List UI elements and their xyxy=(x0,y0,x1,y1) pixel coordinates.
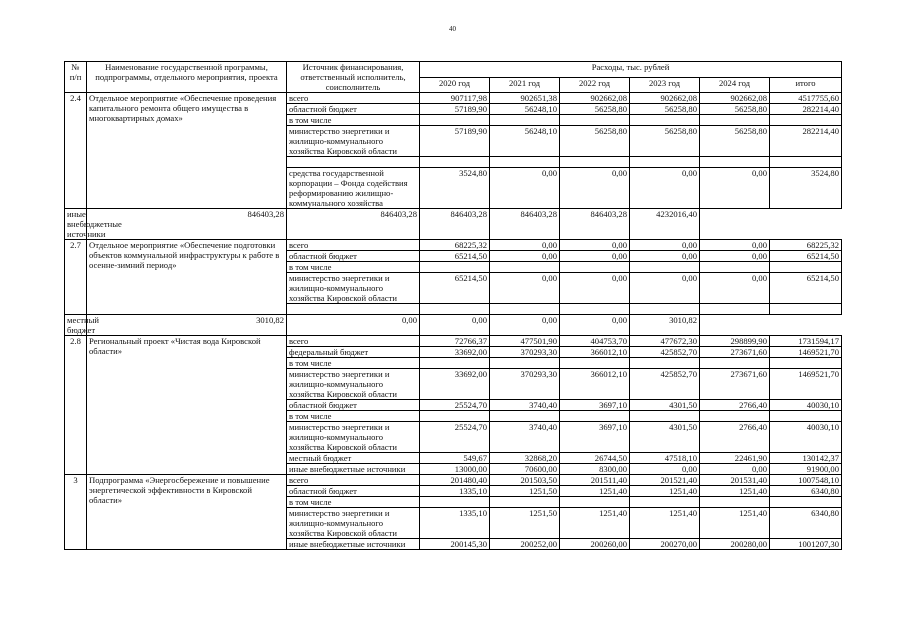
year-value: 200252,00 xyxy=(490,539,560,550)
budget-table xyxy=(64,61,842,550)
year-value: 68225,32 xyxy=(420,240,490,251)
empty-cell xyxy=(420,304,490,315)
year-value: 0,00 xyxy=(490,251,560,262)
year-value: 846403,28 xyxy=(490,209,560,240)
total-value xyxy=(770,411,842,422)
funding-source: всего xyxy=(287,93,420,104)
year-value: 56258,80 xyxy=(700,126,770,157)
total-value: 65214,50 xyxy=(770,273,842,304)
year-value: 65214,50 xyxy=(420,251,490,262)
total-value: 3524,80 xyxy=(770,168,842,209)
year-value: 425852,70 xyxy=(630,347,700,358)
year-value: 200145,30 xyxy=(420,539,490,550)
empty-cell xyxy=(287,304,420,315)
year-value xyxy=(420,358,490,369)
funding-source: в том числе xyxy=(287,411,420,422)
year-value: 902662,08 xyxy=(560,93,630,104)
empty-cell xyxy=(287,157,420,168)
year-value: 3740,40 xyxy=(490,400,560,411)
col-header-year: 2020 год xyxy=(420,77,490,93)
empty-cell xyxy=(560,157,630,168)
year-value xyxy=(630,115,700,126)
year-value: 0,00 xyxy=(490,240,560,251)
year-value: 0,00 xyxy=(630,251,700,262)
year-value: 1251,40 xyxy=(700,508,770,539)
year-value: 201480,40 xyxy=(420,475,490,486)
funding-source: иные внебюджетные источники xyxy=(287,464,420,475)
year-value xyxy=(560,497,630,508)
funding-source: областной бюджет xyxy=(287,104,420,115)
year-value: 846403,28 xyxy=(560,209,630,240)
year-value: 56258,80 xyxy=(630,104,700,115)
year-value: 26744,50 xyxy=(560,453,630,464)
year-value: 56248,10 xyxy=(490,126,560,157)
year-value: 8300,00 xyxy=(560,464,630,475)
year-value: 0,00 xyxy=(490,315,560,336)
funding-source: средства государственной корпорации – Фонда содействия реформированию жилищно-коммунального хозяйства xyxy=(287,168,420,209)
year-value: 200260,00 xyxy=(560,539,630,550)
year-value: 65214,50 xyxy=(420,273,490,304)
year-value: 56258,80 xyxy=(560,104,630,115)
year-value xyxy=(490,115,560,126)
funding-source: областной бюджет xyxy=(287,486,420,497)
funding-source: иные внебюджетные источники xyxy=(287,539,420,550)
total-value: 282214,40 xyxy=(770,104,842,115)
col-header-total: итого xyxy=(770,77,842,93)
year-value: 846403,28 xyxy=(287,209,420,240)
year-value: 200270,00 xyxy=(630,539,700,550)
total-value: 130142,37 xyxy=(770,453,842,464)
year-value: 0,00 xyxy=(700,240,770,251)
funding-source: местный бюджет xyxy=(287,453,420,464)
year-value: 56258,80 xyxy=(700,104,770,115)
total-value xyxy=(770,497,842,508)
year-value: 3697,10 xyxy=(560,400,630,411)
year-value xyxy=(560,262,630,273)
year-value: 0,00 xyxy=(560,240,630,251)
year-value: 0,00 xyxy=(700,168,770,209)
year-value: 846403,28 xyxy=(87,209,287,240)
year-value: 22461,90 xyxy=(700,453,770,464)
year-value: 57189,90 xyxy=(420,104,490,115)
table-row xyxy=(65,209,842,240)
year-value xyxy=(420,411,490,422)
year-value: 370293,30 xyxy=(490,347,560,358)
funding-source: всего xyxy=(287,336,420,347)
year-value: 201503,50 xyxy=(490,475,560,486)
year-value: 477672,30 xyxy=(630,336,700,347)
year-value: 0,00 xyxy=(630,168,700,209)
table-row xyxy=(65,475,842,486)
total-value: 6340,80 xyxy=(770,508,842,539)
year-value: 13000,00 xyxy=(420,464,490,475)
empty-cell xyxy=(700,157,770,168)
year-value: 4301,50 xyxy=(630,422,700,453)
year-value xyxy=(420,115,490,126)
year-value: 72766,37 xyxy=(420,336,490,347)
year-value: 1251,40 xyxy=(560,486,630,497)
year-value: 0,00 xyxy=(630,273,700,304)
year-value: 200280,00 xyxy=(700,539,770,550)
year-value: 1251,40 xyxy=(630,508,700,539)
year-value: 404753,70 xyxy=(560,336,630,347)
year-value xyxy=(560,358,630,369)
total-value: 91900,00 xyxy=(770,464,842,475)
funding-source: федеральный бюджет xyxy=(287,347,420,358)
year-value: 273671,60 xyxy=(700,347,770,358)
year-value xyxy=(560,115,630,126)
year-value: 56258,80 xyxy=(560,126,630,157)
col-header-no: № п/п xyxy=(65,62,87,93)
year-value: 0,00 xyxy=(560,315,630,336)
total-value: 1001207,30 xyxy=(770,539,842,550)
table-body xyxy=(65,93,842,550)
year-value: 0,00 xyxy=(700,273,770,304)
year-value: 0,00 xyxy=(630,240,700,251)
year-value: 1335,10 xyxy=(420,486,490,497)
funding-source: министерство энергетики и жилищно-коммунального хозяйства Кировской области xyxy=(287,369,420,400)
item-name: Региональный проект «Чистая вода Кировской области» xyxy=(87,336,287,475)
year-value: 425852,70 xyxy=(630,369,700,400)
total-value: 1007548,10 xyxy=(770,475,842,486)
year-value: 25524,70 xyxy=(420,400,490,411)
empty-cell xyxy=(490,304,560,315)
year-value: 298899,90 xyxy=(700,336,770,347)
total-value: 1469521,70 xyxy=(770,347,842,358)
year-value: 549,67 xyxy=(420,453,490,464)
year-value: 0,00 xyxy=(560,251,630,262)
funding-source: иные внебюджетные источники xyxy=(65,209,87,240)
year-value: 0,00 xyxy=(490,168,560,209)
year-value: 0,00 xyxy=(287,315,420,336)
table-row xyxy=(65,93,842,104)
year-value: 3740,40 xyxy=(490,422,560,453)
year-value: 846403,28 xyxy=(420,209,490,240)
year-value: 32868,20 xyxy=(490,453,560,464)
year-value: 0,00 xyxy=(700,464,770,475)
year-value: 0,00 xyxy=(560,273,630,304)
year-value: 902662,08 xyxy=(700,93,770,104)
total-value: 1731594,17 xyxy=(770,336,842,347)
year-value: 56248,10 xyxy=(490,104,560,115)
item-number: 2.4 xyxy=(65,93,87,209)
total-value: 1469521,70 xyxy=(770,369,842,400)
item-number: 2.7 xyxy=(65,240,87,315)
year-value xyxy=(490,411,560,422)
year-value: 33692,00 xyxy=(420,369,490,400)
year-value: 47518,10 xyxy=(630,453,700,464)
year-value: 273671,60 xyxy=(700,369,770,400)
item-name: Отдельное мероприятие «Обеспечение подготовки объектов коммунальной инфраструктуры к работе в осенне-зимний период» xyxy=(87,240,287,315)
year-value xyxy=(700,358,770,369)
year-value xyxy=(700,411,770,422)
col-header-expenses: Расходы, тыс. рублей xyxy=(420,62,842,78)
year-value: 1251,40 xyxy=(630,486,700,497)
funding-source: министерство энергетики и жилищно-коммунального хозяйства Кировской области xyxy=(287,422,420,453)
funding-source: министерство энергетики и жилищно-коммунального хозяйства Кировской области xyxy=(287,126,420,157)
year-value: 33692,00 xyxy=(420,347,490,358)
col-header-year: 2021 год xyxy=(490,77,560,93)
funding-source: всего xyxy=(287,475,420,486)
year-value: 370293,30 xyxy=(490,369,560,400)
funding-source: в том числе xyxy=(287,497,420,508)
year-value xyxy=(700,262,770,273)
year-value: 902662,08 xyxy=(630,93,700,104)
year-value: 366012,10 xyxy=(560,369,630,400)
col-header-year: 2023 год xyxy=(630,77,700,93)
item-name: Подпрограмма «Энергосбережение и повышение энергетической эффективности в Кировской области» xyxy=(87,475,287,550)
total-value: 68225,32 xyxy=(770,240,842,251)
year-value: 3524,80 xyxy=(420,168,490,209)
year-value: 25524,70 xyxy=(420,422,490,453)
table-row xyxy=(65,315,842,336)
funding-source: местный бюджет xyxy=(65,315,87,336)
year-value xyxy=(420,497,490,508)
total-value: 40030,10 xyxy=(770,422,842,453)
header-row-top xyxy=(65,62,842,78)
item-name: Отдельное мероприятие «Обеспечение проведения капитального ремонта общего имущества в многоквартирных домах» xyxy=(87,93,287,209)
year-value: 0,00 xyxy=(560,168,630,209)
year-value xyxy=(490,358,560,369)
empty-cell xyxy=(560,304,630,315)
year-value: 0,00 xyxy=(490,273,560,304)
year-value: 2766,40 xyxy=(700,400,770,411)
funding-source: в том числе xyxy=(287,358,420,369)
year-value xyxy=(490,497,560,508)
funding-source: областной бюджет xyxy=(287,400,420,411)
funding-source: в том числе xyxy=(287,262,420,273)
empty-cell xyxy=(630,304,700,315)
year-value: 4301,50 xyxy=(630,400,700,411)
year-value: 70600,00 xyxy=(490,464,560,475)
year-value xyxy=(420,262,490,273)
year-value: 0,00 xyxy=(700,251,770,262)
year-value: 902651,38 xyxy=(490,93,560,104)
year-value: 3697,10 xyxy=(560,422,630,453)
year-value: 1335,10 xyxy=(420,508,490,539)
year-value: 1251,40 xyxy=(560,508,630,539)
col-header-name: Наименование государственной программы, подпрограммы, отдельного мероприятия, проекта xyxy=(87,62,287,93)
page-number: 40 xyxy=(449,25,456,33)
total-value xyxy=(770,262,842,273)
funding-source: в том числе xyxy=(287,115,420,126)
total-value: 282214,40 xyxy=(770,126,842,157)
year-value: 201521,40 xyxy=(630,475,700,486)
year-value: 2766,40 xyxy=(700,422,770,453)
empty-cell xyxy=(630,157,700,168)
col-header-year: 2024 год xyxy=(700,77,770,93)
funding-source: всего xyxy=(287,240,420,251)
funding-source: министерство энергетики и жилищно-коммунального хозяйства Кировской области xyxy=(287,508,420,539)
table-row xyxy=(65,336,842,347)
funding-source: областной бюджет xyxy=(287,251,420,262)
empty-cell xyxy=(700,304,770,315)
empty-cell xyxy=(490,157,560,168)
total-value xyxy=(770,115,842,126)
item-number: 3 xyxy=(65,475,87,550)
item-number: 2.8 xyxy=(65,336,87,475)
total-value: 65214,50 xyxy=(770,251,842,262)
year-value xyxy=(630,411,700,422)
year-value: 1251,40 xyxy=(700,486,770,497)
empty-cell xyxy=(420,157,490,168)
year-value xyxy=(700,115,770,126)
total-value: 3010,82 xyxy=(630,315,700,336)
year-value xyxy=(700,497,770,508)
year-value: 907117,98 xyxy=(420,93,490,104)
year-value: 3010,82 xyxy=(87,315,287,336)
total-value: 40030,10 xyxy=(770,400,842,411)
year-value xyxy=(560,411,630,422)
year-value xyxy=(630,358,700,369)
year-value: 57189,90 xyxy=(420,126,490,157)
total-value: 4232016,40 xyxy=(630,209,700,240)
empty-cell xyxy=(770,304,842,315)
year-value: 56258,80 xyxy=(630,126,700,157)
year-value xyxy=(630,262,700,273)
empty-cell xyxy=(770,157,842,168)
year-value xyxy=(490,262,560,273)
year-value: 1251,50 xyxy=(490,486,560,497)
funding-source: министерство энергетики и жилищно-коммунального хозяйства Кировской области xyxy=(287,273,420,304)
year-value: 0,00 xyxy=(420,315,490,336)
year-value: 366012,10 xyxy=(560,347,630,358)
year-value: 477501,90 xyxy=(490,336,560,347)
total-value: 6340,80 xyxy=(770,486,842,497)
year-value xyxy=(630,497,700,508)
table-row xyxy=(65,240,842,251)
year-value: 201531,40 xyxy=(700,475,770,486)
total-value xyxy=(770,358,842,369)
year-value: 0,00 xyxy=(630,464,700,475)
year-value: 201511,40 xyxy=(560,475,630,486)
col-header-source: Источник финансирования, ответственный исполнитель, соисполнитель xyxy=(287,62,420,93)
year-value: 1251,50 xyxy=(490,508,560,539)
col-header-year: 2022 год xyxy=(560,77,630,93)
total-value: 4517755,60 xyxy=(770,93,842,104)
